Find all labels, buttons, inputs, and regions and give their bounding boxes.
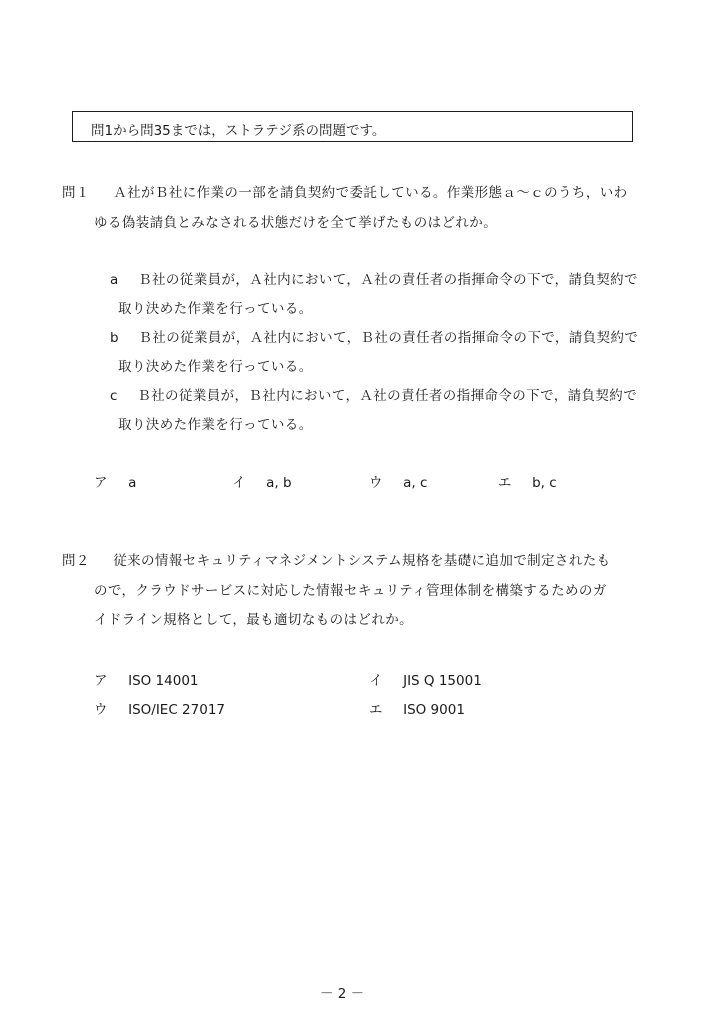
choice-key: ア <box>94 673 108 689</box>
answer-choice[interactable] <box>369 669 482 689</box>
question-text-line: 従来の情報セキュリティマネジメントシステム規格を基礎に追加で制定されたも <box>113 553 611 569</box>
question-1 <box>62 181 628 201</box>
choice-value: ISO 9001 <box>403 702 465 718</box>
choice-value: ISO 14001 <box>128 673 199 689</box>
statement-text: Ｂ社の従業員が，Ａ社内において，Ｂ社の責任者の指揮命令の下で，請負契約で <box>138 330 639 346</box>
choice-value: a <box>128 475 137 491</box>
choice-key: イ <box>369 673 383 689</box>
question-text-line: イドライン規格として，最も適切なものはどれか。 <box>94 612 414 628</box>
choice-value: b, c <box>532 475 557 491</box>
answer-choice[interactable] <box>369 471 427 491</box>
choice-key: ウ <box>94 702 108 718</box>
answer-choice[interactable] <box>232 471 292 491</box>
statement-text: Ｂ社の従業員が，Ｂ社内において，Ａ社の責任者の指揮命令の下で，請負契約で <box>137 388 638 404</box>
section-notice-box <box>72 111 633 142</box>
choice-key: エ <box>369 702 383 718</box>
answer-choice[interactable] <box>94 698 225 718</box>
answer-choice[interactable] <box>369 698 465 718</box>
question-text-line: ので，クラウドサービスに対応した情報セキュリティ管理体制を構築するためのガ <box>94 583 607 599</box>
question-2 <box>62 549 611 569</box>
statement-a <box>110 268 638 288</box>
statement-text: 取り決めた作業を行っている。 <box>118 417 313 433</box>
statement-text: Ｂ社の従業員が，Ａ社内において，Ａ社の責任者の指揮命令の下で，請負契約で <box>138 272 638 288</box>
question-number: 問１ <box>62 185 90 201</box>
question-text-line: Ａ社がＢ社に作業の一部を請負契約で委託している。作業形態ａ～ｃのうち，いわ <box>113 185 628 201</box>
choice-key: ア <box>94 475 108 491</box>
answer-choice[interactable] <box>94 471 136 491</box>
statement-label: c <box>110 388 118 404</box>
question-number: 問２ <box>62 553 90 569</box>
page-number: － 2 － <box>320 986 365 1002</box>
choice-value: ISO/IEC 27017 <box>128 702 225 718</box>
choice-value: a, c <box>403 475 428 491</box>
statement-label: a <box>110 272 119 288</box>
choice-key: ウ <box>369 475 383 491</box>
choice-key: エ <box>498 475 512 491</box>
answer-choice[interactable] <box>498 471 557 491</box>
question-text-line: ゆる偽装請負とみなされる状態だけを全て挙げたものはどれか。 <box>94 215 498 231</box>
statement-c <box>110 384 637 404</box>
statement-label: b <box>110 330 119 346</box>
choice-key: イ <box>232 475 246 491</box>
statement-text: 取り決めた作業を行っている。 <box>118 359 313 375</box>
statement-b <box>110 326 638 346</box>
statement-text: 取り決めた作業を行っている。 <box>118 301 313 317</box>
choice-value: JIS Q 15001 <box>403 673 482 689</box>
answer-choice[interactable] <box>94 669 199 689</box>
section-notice-text: 問1から問35までは，ストラテジ系の問題です。 <box>91 123 386 139</box>
choice-value: a, b <box>266 475 292 491</box>
